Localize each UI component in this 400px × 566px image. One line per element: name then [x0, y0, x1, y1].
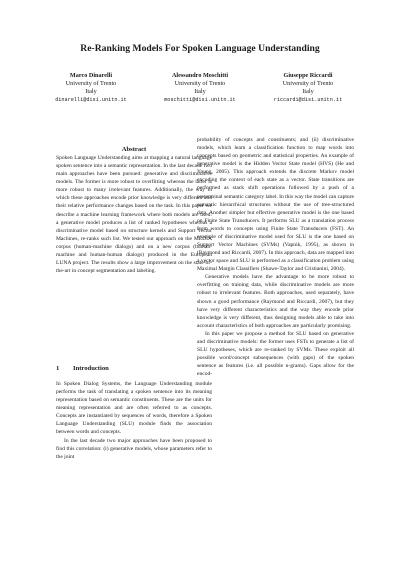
- paragraph: Generative models have the advantage to be more robust to overfitting on training data, while discriminative models are more robust to irrelevant features. Both approaches, used separately, have shown a good performance (Raymond and Riccardi, 2007), but they have very different characteristics and the way they encode prior knowledge is very different, thus designing models able to take into account characteristics of both approaches are particularly promising.: [197, 274, 354, 329]
- author-block: [31, 72, 151, 104]
- author-name: Marco Dinarelli: [69, 72, 113, 79]
- paragraph: probability of concepts and constituents; and (ii) discriminative models, which learn a classification function to map words into concepts based on geometric and statistical properties. An example of generative model is the Hidden Vector State model (HVS) (He and Young, 2005). This approach extends the discrete Markov model encoding the context of each state as a vector. State transitions are performed as stack shift operations followed by a push of a preterminal semantic category label. In this way the model can capture semantic hierarchical structures without the use of tree-structured data. Another simpler but effective generative model is the one based on Finite State Transducers. It performs SLU as a translation process from words to concepts using Finite State Transducers (FST). An example of discriminative model used for SLU is the one based on Support Vector Machines (SVMs) (Vapnik, 1995), as shown in (Raymond and Riccardi, 2007). In this approach, data are mapped into a vector space and SLU is performed as a classification problem using Maximal Margin Classifiers (Shawe-Taylor and Cristianini, 2004).: [197, 137, 354, 273]
- abstract-body: [56, 154, 212, 275]
- author-affiliation: University of Trento: [65, 80, 117, 87]
- right-column: [197, 136, 354, 378]
- abstract-heading: Abstract: [121, 146, 147, 153]
- section-title: Introduction: [73, 365, 109, 372]
- author-email: moschitti@disi.unitn.it: [164, 97, 236, 103]
- author-country: Italy: [194, 88, 206, 95]
- author-name: Alessandro Moschitti: [171, 72, 229, 79]
- author-country: Italy: [302, 88, 314, 95]
- paragraph: In the last decade two major approaches have been proposed to find this correlation: (i) generative models, whose parameters refer to the joint: [56, 437, 212, 460]
- author-block: [140, 72, 260, 104]
- author-email: riccardi@disi.unitn.it: [273, 97, 343, 103]
- section-number: 1: [56, 365, 60, 372]
- abstract-text: Spoken Language Understanding aims at mapping a natural language spoken sentence into a semantic representation. In the last decade two main approaches have been pursued: generative and discriminative models. The former is more robust to overfitting whereas the latter is more robust to many irrelevant features. Additionally, the way in which these approaches encode prior knowledge is very different and their relative performance changes based on the task. In this paper we describe a machine learning framework where both models are used: a generative model produces a list of ranked hypotheses whereas a discriminative model based on structure kernels and Support Vector Machines, re-ranks such list. We tested our approach on the MEDIA corpus (human-machine dialogs) and on a new corpus (human-machine and human-human dialogs) produced in the European LUNA project. The results show a large improvement on the state-of-the-art in concept segmentation and labeling.: [56, 155, 212, 275]
- section-heading: [56, 365, 212, 372]
- intro-body: [56, 380, 212, 461]
- paragraph: In Spoken Dialog Systems, the Language Understanding module performs the task of translating a spoken sentence into its meaning representation based on semantic constituents. These are the units for meaning representation and are often referred to as concepts. Concepts are instantiated by sequences of words, therefore a Spoken Language Understanding (SLU) module finds the association between words and concepts.: [56, 381, 212, 436]
- author-name: Giuseppe Riccardi: [283, 72, 333, 79]
- paragraph: In this paper we propose a method for SLU based on generative and discriminative models: the former uses FSTs to generate a list of SLU hypotheses, which are re-ranked by SVMs. These exploit all possible word/concept subsequences (with gaps) of the spoken sentence as features (i.e. all possible n-grams). Gaps allow for the encod-: [197, 330, 354, 378]
- author-country: Italy: [85, 88, 97, 95]
- author-affiliation: University of Trento: [174, 80, 226, 87]
- author-affiliation: University of Trento: [282, 80, 334, 87]
- paper-title: Re-Ranking Models For Spoken Language Understanding: [80, 43, 320, 54]
- author-email: dinarelli@disi.unitn.it: [55, 97, 127, 103]
- author-block: [248, 72, 368, 104]
